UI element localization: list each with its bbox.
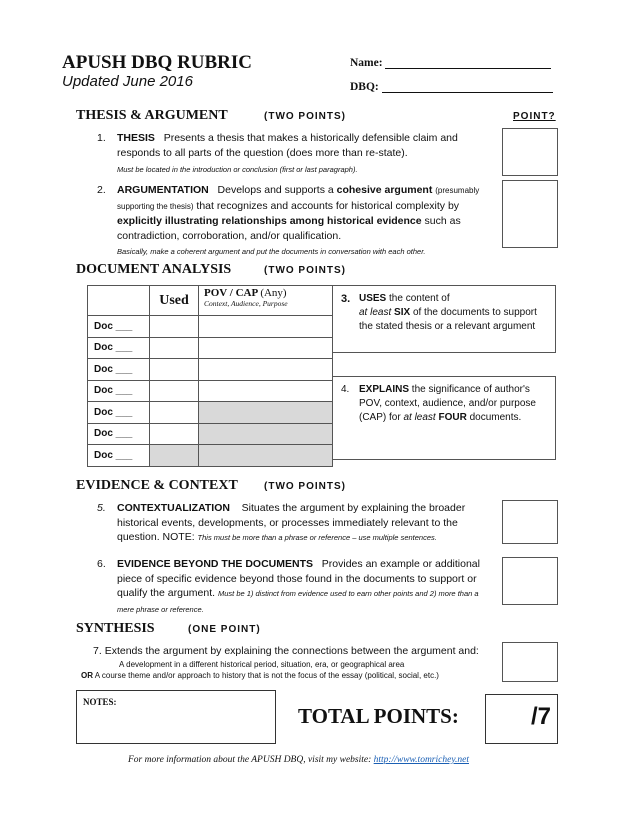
used-cell[interactable] [150,423,199,445]
item-aside: (presumably supporting the thesis) [117,186,480,211]
used-cell[interactable] [150,316,199,338]
section-document-title: DOCUMENT ANALYSIS [76,262,232,277]
used-cell-shaded [150,445,199,467]
item-head: CONTEXTUALIZATION [117,502,230,514]
used-cell[interactable] [150,380,199,402]
item-note: Must be located in the introduction or conclusion (first or last paragraph). [117,165,358,174]
footer-info [128,755,469,765]
item-head: THESIS [117,132,155,144]
item-note: Must be 1) distinct from evidence used to earn other points and 2) more than a mere phrase or reference. [117,589,479,614]
table-row-doc: Doc ___ [88,445,150,467]
item-explains-documents[interactable] [332,376,556,460]
dbq-label: DBQ: [350,81,379,93]
table-header-pov: POV / CAP (Any) Context, Audience, Purpose [199,286,333,316]
item-uses-documents[interactable] [332,285,556,353]
dbq-line[interactable] [382,80,553,93]
item-text: of the documents to support the stated thesis or a relevant argument [359,307,537,332]
section-thesis-points: (TWO POINTS) [264,111,346,122]
item-synthesis [81,644,498,682]
used-cell[interactable] [150,337,199,359]
item-emphasis: explicitly illustrating relationships among historical evidence [117,215,422,227]
section-synthesis-points: (ONE POINT) [188,624,261,635]
rubric-subtitle: Updated June 2016 [62,73,193,90]
table-row-doc: Doc ___ [88,380,150,402]
table-row-doc: Doc ___ [88,402,150,424]
item-number: 6. [97,558,106,570]
item-head: EVIDENCE BEYOND THE DOCUMENTS [117,558,314,570]
section-evidence-title: EVIDENCE & CONTEXT [76,478,238,493]
item-text: the content of [389,293,450,304]
name-field [350,56,551,69]
total-points-label: TOTAL POINTS: [298,704,459,728]
table-row-doc: Doc ___ [88,423,150,445]
item-argumentation [97,183,492,260]
score-box-thesis[interactable] [502,128,558,176]
item-text: Extends the argument by explaining the connections between the argument and: [104,645,479,657]
point-column-label: POINT? [513,111,556,122]
pov-cell-shaded [199,402,333,424]
item-number: 7. [93,645,102,657]
table-row-doc: Doc ___ [88,337,150,359]
notes-box[interactable] [76,690,276,744]
item-evidence-beyond [97,557,492,617]
item-or: OR [81,670,93,680]
item-text: the significance of author's POV, context, audience, and/or purpose (CAP) for [359,384,536,423]
item-number: 1. [97,132,106,144]
item-number: 2. [97,184,106,196]
footer-info-text: For more information about the APUSH DBQ, visit my website: [128,755,372,765]
item-thesis [97,131,492,178]
item-text: such as contradiction, corroboration, and/or qualification. [117,215,461,242]
item-option-b: A course theme and/or approach to history that is not the focus of the essay (political, social, etc.) [94,670,439,680]
item-head: EXPLAINS [359,384,410,395]
item-number: 4. [341,384,350,395]
item-atleast: at least [359,307,392,318]
item-text: documents. [469,412,522,423]
dbq-field [350,80,553,93]
notes-label: NOTES: [83,697,117,707]
item-text: Presents a thesis that makes a historically defensible claim and responds to all parts of the question (does more than re-state). [117,132,458,159]
rubric-title: APUSH DBQ RUBRIC [62,52,253,73]
score-box-argumentation[interactable] [502,180,558,248]
item-number: 5. [97,502,106,514]
score-box-evidence-beyond[interactable] [502,557,558,605]
section-evidence-points: (TWO POINTS) [264,481,346,492]
item-emphasis: cohesive argument [336,184,433,196]
section-document-points: (TWO POINTS) [264,265,346,276]
section-synthesis-title: SYNTHESIS [76,621,155,636]
item-count: FOUR [438,412,467,423]
item-note: Basically, make a coherent argument and put the documents in conversation with each other. [117,247,426,256]
table-header-used: Used [150,286,199,316]
name-line[interactable] [385,56,551,69]
used-cell[interactable] [150,402,199,424]
total-points-value: /7 [530,703,551,730]
table-corner [88,286,150,316]
item-number: 3. [341,293,351,305]
item-head: USES [359,293,387,304]
item-text: that recognizes and accounts for historical complexity by [196,199,460,212]
item-option-a: A development in a different historical period, situation, era, or geographical area [119,659,405,669]
item-note: This must be more than a phrase or reference – use multiple sentences. [197,533,437,542]
document-table [87,285,333,467]
score-box-contextualization[interactable] [502,500,558,544]
pov-cell[interactable] [199,316,333,338]
pov-cell-shaded [199,445,333,467]
item-head: ARGUMENTATION [117,184,209,196]
score-box-synthesis[interactable] [502,642,558,682]
table-row-doc: Doc ___ [88,316,150,338]
section-thesis-title: THESIS & ARGUMENT [76,108,228,123]
total-points-box[interactable] [485,694,558,744]
pov-cell[interactable] [199,380,333,402]
item-option-b-row [81,670,498,682]
website-link[interactable]: http://www.tomrichey.net [373,755,469,765]
item-text: Develops and supports a [217,184,334,196]
used-cell[interactable] [150,359,199,381]
pov-cell[interactable] [199,359,333,381]
pov-cell-shaded [199,423,333,445]
item-text: Provides an example or additional piece of specific evidence beyond those found in the documents to support or qualify the argument. [117,558,480,599]
name-label: Name: [350,57,383,69]
item-contextualization [97,501,492,546]
item-atleast: at least [403,412,436,423]
item-text: Situates the argument by explaining the broader historical events, developments, or processes immediately relevant to the question. NOTE: [117,502,466,543]
table-row-doc: Doc ___ [88,359,150,381]
item-count: SIX [394,307,411,318]
pov-cell[interactable] [199,337,333,359]
